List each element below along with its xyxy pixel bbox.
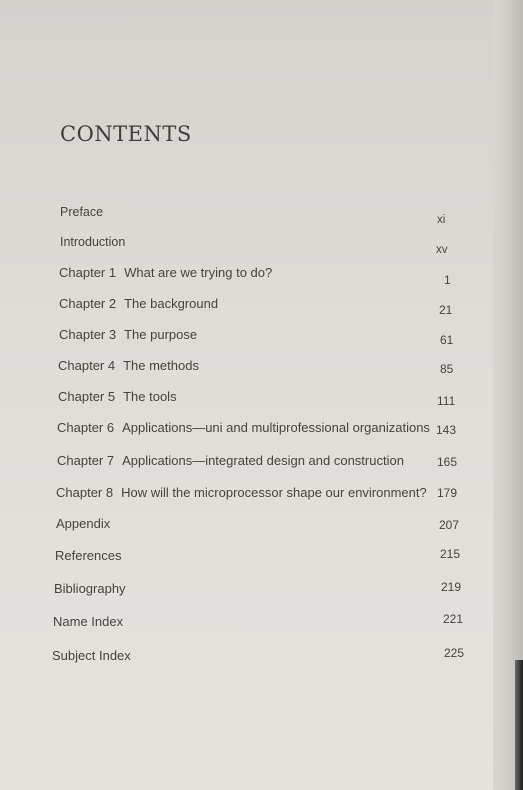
- toc-entry-label: [60, 235, 125, 249]
- toc-page-number: 179: [437, 486, 458, 500]
- toc-entry-title: References: [55, 548, 122, 563]
- toc-chapter-number: Chapter 6: [57, 420, 115, 435]
- toc-entry-label: [54, 581, 126, 596]
- toc-page-number: 215: [440, 547, 461, 561]
- toc-entry-title: The background: [124, 296, 219, 311]
- toc-entry-title: Introduction: [60, 235, 126, 249]
- toc-entry-title: Appendix: [56, 516, 111, 531]
- toc-page-number: 143: [436, 423, 457, 437]
- toc-entry-label: [58, 358, 199, 373]
- toc-entry-title: Subject Index: [52, 648, 131, 663]
- toc-page-number: 207: [439, 518, 460, 532]
- toc-chapter-number: Chapter 8: [56, 485, 114, 500]
- toc-entry-label: [56, 485, 427, 500]
- toc-page-number: xv: [436, 244, 448, 256]
- toc-page-number: 221: [443, 612, 464, 626]
- toc-entry-label: [59, 265, 272, 280]
- toc-entry-title: Applications—uni and multiprofessional organizations: [122, 420, 430, 435]
- toc-page-number: xi: [437, 214, 446, 226]
- toc-entry-title: Bibliography: [54, 581, 126, 596]
- toc-entry-label: [55, 548, 121, 563]
- toc-entry-label: [59, 296, 218, 311]
- toc-chapter-number: Chapter 4: [58, 358, 116, 373]
- toc-chapter-number: Chapter 7: [57, 453, 115, 468]
- toc-entry-title: The methods: [123, 358, 199, 373]
- toc-page-number: 61: [440, 333, 454, 347]
- toc-entry-label: [52, 648, 131, 663]
- toc-entry-title: Applications—integrated design and construction: [122, 453, 404, 468]
- contents-heading: CONTENTS: [60, 122, 192, 146]
- toc-entry-title: Preface: [60, 205, 104, 219]
- toc-chapter-number: Chapter 3: [59, 327, 117, 342]
- toc-entry-title: The purpose: [124, 327, 198, 342]
- toc-entry-label: [57, 453, 404, 468]
- toc-entry-title: What are we trying to do?: [124, 265, 273, 280]
- toc-entry-title: Name Index: [53, 614, 124, 629]
- toc-entry-label: [58, 389, 177, 404]
- toc-entry-title: The tools: [123, 389, 177, 404]
- toc-page-number: 85: [440, 362, 454, 376]
- toc-entry-label: [60, 205, 103, 219]
- toc-chapter-number: Chapter 2: [59, 296, 117, 311]
- toc-entry-label: [53, 614, 123, 629]
- toc-page-number: 111: [437, 394, 456, 408]
- toc-entry-label: [59, 327, 197, 342]
- toc-page-number: 219: [441, 580, 462, 594]
- toc-entry-title: How will the microprocessor shape our environment?: [121, 485, 427, 500]
- toc-entry-label: [57, 420, 430, 435]
- toc-page-number: 225: [444, 646, 465, 660]
- toc-entry-label: [56, 516, 110, 531]
- toc-page-number: 1: [444, 273, 451, 287]
- toc-chapter-number: Chapter 1: [59, 265, 117, 280]
- toc-page-number: 165: [437, 455, 458, 469]
- toc-chapter-number: Chapter 5: [58, 389, 116, 404]
- toc-page-number: 21: [439, 303, 453, 317]
